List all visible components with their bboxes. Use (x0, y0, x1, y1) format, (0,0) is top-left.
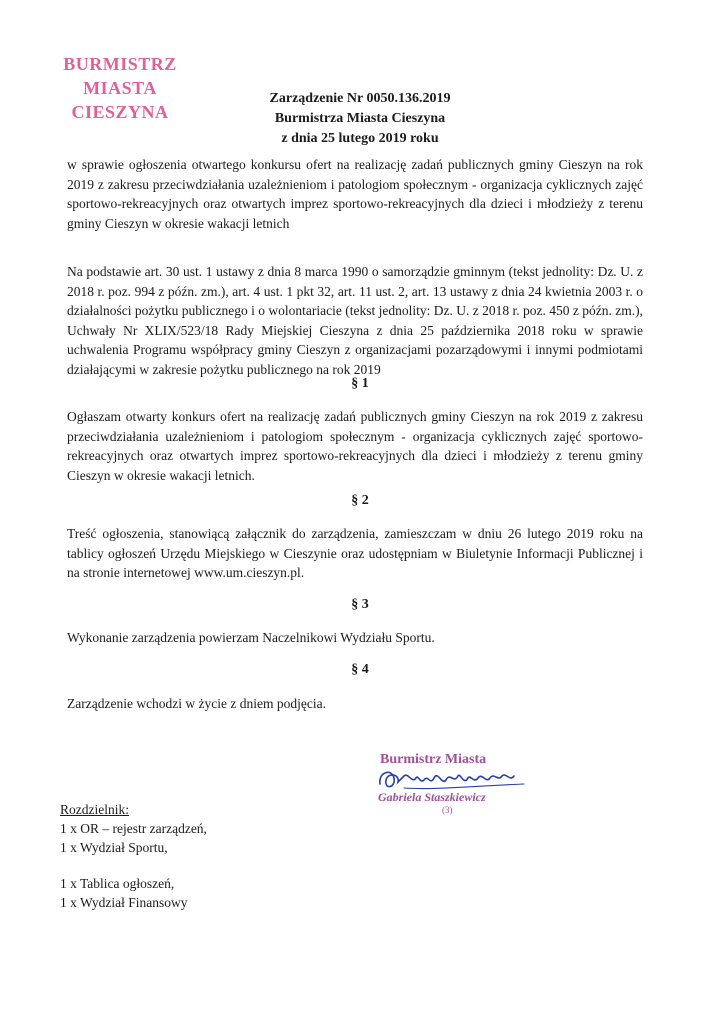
signature-stamp-title: Burmistrz Miasta (380, 752, 487, 767)
ordinance-date: z dnia 25 lutego 2019 roku (281, 131, 439, 146)
section-4-text: Zarządzenie wchodzi w życie z dniem podjęcia. (67, 696, 326, 711)
list-item: 1 x Wydział Finansowy (60, 895, 188, 910)
document-header (0, 89, 720, 149)
list-item: 1 x Tablica ogłoszeń, (60, 876, 175, 891)
section-4-mark: § 4 (351, 662, 369, 677)
section-2-text: Treść ogłoszenia, stanowiącą załącznik do zarządzenia, zamieszczam w dniu 26 lutego 2019 roku na tablicy ogłoszeń Urzędu Miejskiego w Cieszynie oraz udostępniam w Biuletynie Informacji Publicznej i na stronie internetowej www.um.cieszyn.pl. (67, 526, 643, 580)
section-1-mark: § 1 (351, 376, 369, 391)
list-spacer (60, 857, 207, 874)
list-item: 1 x OR – rejestr zarządzeń, (60, 821, 207, 836)
section-1-text: Ogłaszam otwarty konkurs ofert na realizację zadań publicznych gminy Cieszyn na rok 2019 z zakresu przeciwdziałania uzależnieniom i patologiom społecznym - organizacja cyklicznych zajęć sportowo-rekreacyjnych oraz otwartych imprez sportowo-rekreacyjnych dla dzieci i młodzieży z terenu gminy Cieszyn w okresie wakacji letnich. (67, 409, 643, 483)
section-2-mark: § 2 (351, 493, 369, 508)
ordinance-subject: w sprawie ogłoszenia otwartego konkursu ofert na realizację zadań publicznych gminy Cieszyn na rok 2019 z zakresu przeciwdziałania uzależnieniom i patologiom społecznym - organizacja cyklicznych zajęć sportowo-rekreacyjnych oraz otwartych imprez sportowo-rekreacyjnych dla dzieci i młodzieży z terenu gminy Cieszyn w okresie wakacji letnich (67, 157, 643, 231)
distribution-list (60, 800, 207, 912)
section-3-mark: § 3 (351, 597, 369, 612)
section-3-text: Wykonanie zarządzenia powierzam Naczelnikowi Wydziału Sportu. (67, 630, 435, 645)
ordinance-number: Zarządzenie Nr 0050.136.2019 (269, 91, 451, 106)
signature-stamp-name: Gabriela Staszkiewicz (378, 790, 486, 804)
signature-stamp-note: (3) (442, 805, 453, 815)
issuer-stamp-line2: CIESZYNA (71, 102, 169, 122)
distribution-title: Rozdzielnik: (60, 802, 129, 817)
list-item: 1 x Wydział Sportu, (60, 840, 168, 855)
legal-basis: Na podstawie art. 30 ust. 1 ustawy z dnia 8 marca 1990 o samorządzie gminnym (tekst jednolity: Dz. U. z 2018 r. poz. 994 z późn. zm.), art. 4 ust. 1 pkt 32, art. 11 ust. 2, art. 13 ustawy z dnia 24 kwietnia 2003 r. o działalności pożytku publicznego i o wolontariacie (tekst jednolity: Dz. U. z 2018 r. poz. 450 z późn. zm.), Uchwały Nr XLIX/523/18 Rady Miejskiej Cieszyna z dnia 25 października 2018 roku w sprawie uchwalenia Programu współpracy gminy Cieszyn z organizacjami pozarządowymi i innymi podmiotami działającymi w zakresie pożytku publicznego na rok 2019 (67, 264, 643, 377)
issuer-stamp-line1: BURMISTRZ MIASTA (63, 54, 177, 98)
ordinance-issuer: Burmistrza Miasta Cieszyna (274, 111, 446, 126)
